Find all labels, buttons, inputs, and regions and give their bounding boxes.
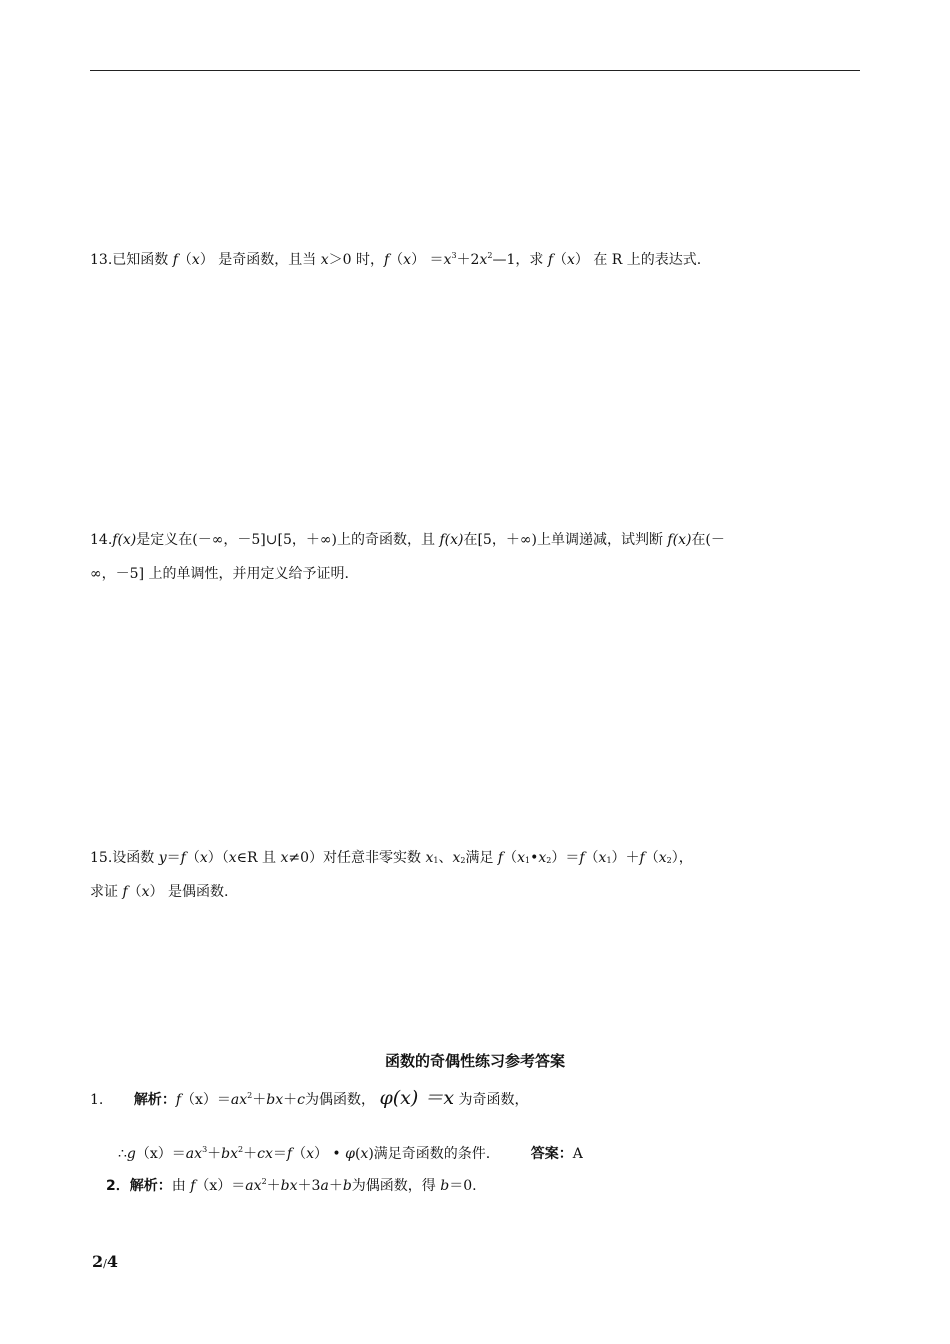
problem-15-line-2: 求证 f（x） 是偶函数. [90, 884, 229, 900]
problem-14-line-2: ∞，－5] 上的单调性，并用定义给予证明. [90, 566, 349, 582]
header-rule [90, 70, 860, 71]
problem-14-line-1: 14.f(x)是定义在(－∞，－5]∪[5，＋∞)上的奇函数，且 f(x)在[5，＋∞)上单调递减，试判断 f(x)在(－ [90, 532, 725, 548]
phi-expression: φ(x) ＝x [379, 1087, 455, 1109]
problem-13: 13.已知函数 f（x） 是奇函数，且当 x＞0 时，$f(x) =x^3+2x^2—1$，求 f（x） 在 R 上的表达式. [90, 251, 702, 268]
answer-1-line-1: 1. 解析：$f(x)=ax^2+bx+c$为偶函数， φ(x) ＝x 为奇函数， [90, 1087, 529, 1109]
problem-15-line-1: 15.设函数 y＝f（x）（x∈R 且 x≠0）对任意非零实数 $x_1$、$x_2$满足 $f(x_1•x_2)=f(x_1)+f(x_2)$， [90, 850, 693, 866]
answers-title: 函数的奇偶性练习参考答案 [384, 1052, 565, 1070]
answer-1-line-2: $\therefore g(x)=ax^3+bx^2+cx=f(x)$ • φ(x)满足奇函数的条件. 答案：A [118, 1145, 583, 1162]
page-number: 2/4 [92, 1252, 118, 1271]
answer-2: 2．解析：由 $f(x)=ax^2+bx+3a+b$为偶函数，得 b＝0. [106, 1177, 477, 1194]
